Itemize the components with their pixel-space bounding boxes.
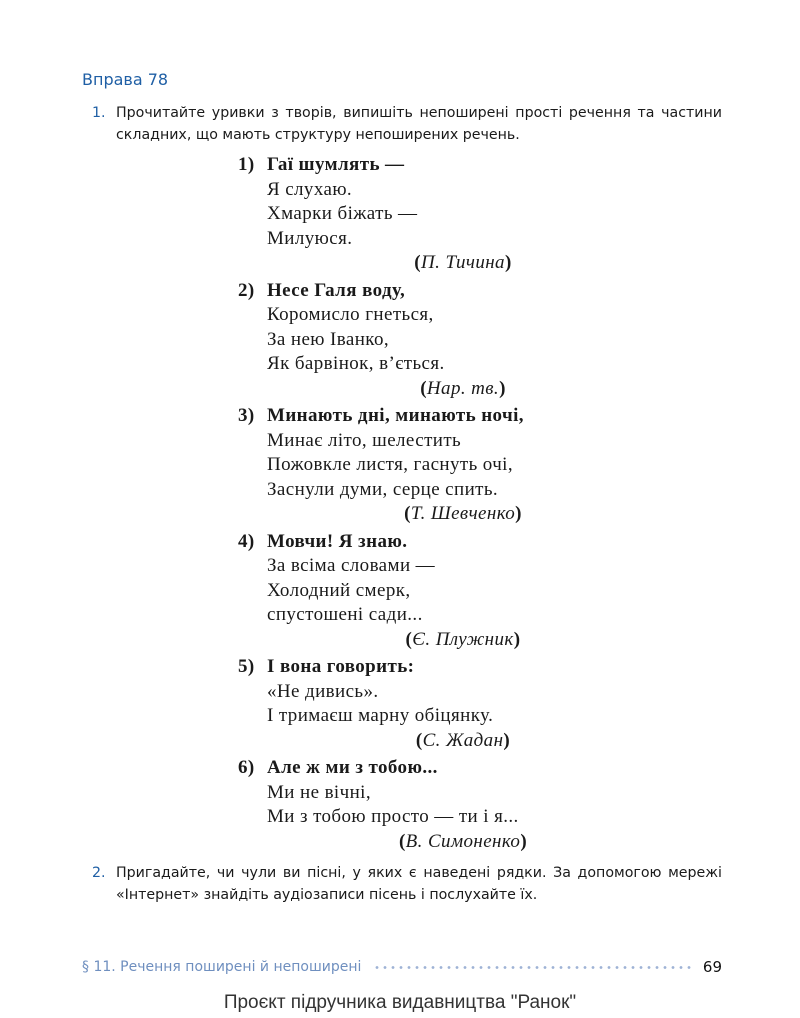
task-1 [92,102,722,146]
footer-section-title: § 11. Речення поширені й непоширені [82,959,362,975]
author-name: П. Тичина [421,252,505,273]
poem-line: Гаї шумлять — [267,154,405,175]
page-number: 69 [702,958,722,976]
poem-line: За всіма словами — [267,555,436,576]
poem-line: Мовчи! Я знаю. [267,530,408,552]
poem-line: І тримаєш марну обіцянку. [267,705,494,726]
poem-line: За нею Іванко, [267,328,390,350]
poem-author: (В. Симоненко) [398,830,528,852]
poem-excerpt [238,530,598,653]
poem-line: Милуюся. [267,227,353,249]
poem-number: 1) [238,154,255,175]
poem-line: спустошені сади... [267,604,423,625]
poem-excerpt [238,404,598,527]
poem-number: 2) [238,279,255,301]
author-name: Т. Шевченко [410,503,516,524]
poem-line: Я слухаю. [267,178,353,200]
poem-line: Минають дні, минають ночі, [267,405,524,426]
poem-line: Минає літо, шелестить [267,429,462,451]
publisher-watermark: Проєкт підручника видавництва "Ранок" [223,992,577,1013]
poem-excerpt [238,655,598,753]
task-2 [92,862,722,906]
poem-line: Ми не вічні, [267,781,371,803]
author-name: Нар. тв. [426,377,500,399]
poem-number: 5) [238,656,255,677]
task-number: 1. [92,105,106,121]
task-number: 2. [92,865,106,881]
poem-line: Але ж ми з тобою... [267,757,438,778]
poem-number: 6) [238,757,255,778]
task-text: Пригадайте, чи чули ви пісні, у яких є наведені рядки. За допомогою мережі «Інтернет» знайдіть аудіозаписи пісень і послухайте їх. [116,865,722,903]
author-name: С. Жадан [422,729,504,751]
poem-line: Заснули думи, серце спить. [267,478,499,500]
poem-line: Холодний смерк, [267,579,411,601]
poem-line: І вона говорить: [267,656,415,677]
poem-author: (Нар. тв.) [420,377,506,399]
poem-line: Ми з тобою просто — ти і я... [267,806,519,827]
poem-line: Як барвінок, в’ється. [267,353,445,374]
poem-line: Коромисло гнеться, [267,304,434,325]
poem-excerpts [238,153,598,857]
author-name: Є. Плужник [412,628,514,650]
task-text: Прочитайте уривки з творів, випишіть непоширені прості речення та частини складних, що мають структуру непоширених речень. [116,105,722,143]
poem-author: (Т. Шевченко) [404,503,522,524]
page-footer [82,958,722,976]
poem-excerpt [238,756,598,854]
exercise-title: Вправа 78 [82,70,169,89]
poem-number: 4) [238,530,255,552]
poem-line: «Не дивись». [267,680,379,702]
poem-author: (П. Тичина) [414,252,512,273]
poem-author: (С. Жадан) [415,729,511,751]
poem-author: (Є. Плужник) [405,628,521,650]
author-name: В. Симоненко [405,830,521,852]
poem-excerpt [238,153,598,276]
poem-number: 3) [238,405,255,426]
footer-dotted-leader [373,966,691,969]
poem-excerpt [238,279,598,402]
poem-line: Несе Галя воду, [267,279,406,301]
poem-line: Хмарки біжать — [267,203,418,224]
poem-line: Пожовкле листя, гаснуть очі, [267,454,513,475]
